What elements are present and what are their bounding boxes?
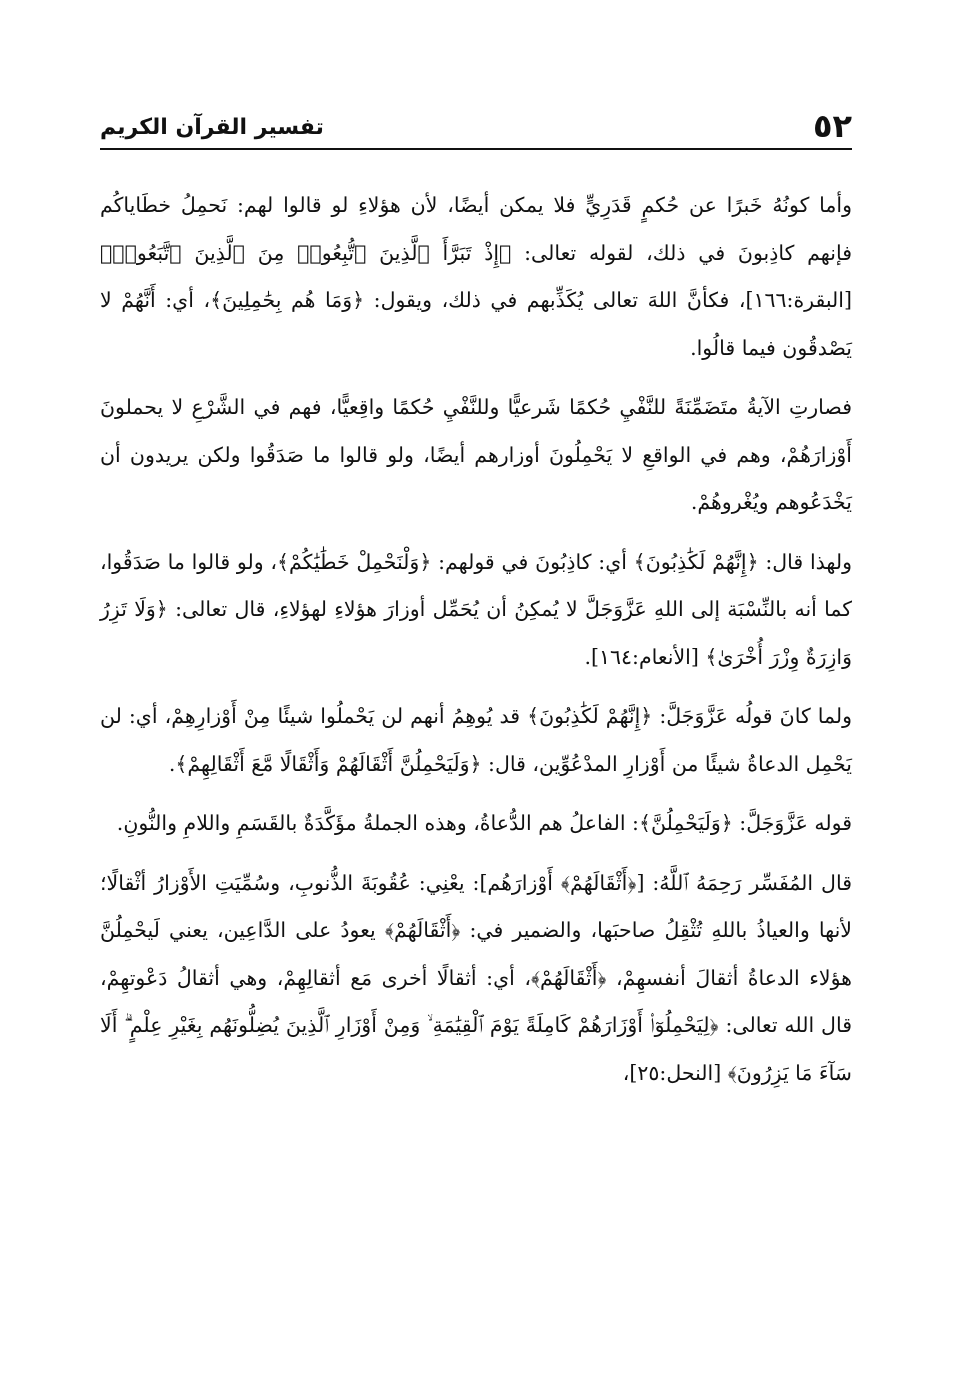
book-title: تفسير القرآن الكريم [100, 115, 324, 140]
paragraph: ولما كانَ قولُه عَزَّوَجَلَّ: ﴿إِنَّهُمْ لَكَٰذِبُونَ﴾ قد يُوهِمُ أنهم لن يَحْملُوا شيئًا مِنْ أَوْزارِهِمْ، أي: لن يَحْمِل الدعاةُ شيئًا من أَوْزارِ المدْعُوِّين، قال: ﴿وَلَيَحْمِلُنَّ أَثْقَالَهُمْ وَأَثْقَالًا مَّعَ أَثْقَالِهِمْ﴾. [100, 704, 852, 776]
page-header [100, 106, 852, 146]
header-divider [100, 148, 852, 150]
paragraph: قوله عَزَّوَجَلَّ: ﴿وَلَيَحْمِلُنَّ﴾: الفاعلُ هم الدُّعاةُ، وهذه الجملةُ مؤَكَّدَةٌ بالقَسَمِ واللامِ والنُّونِ. [116, 811, 852, 835]
paragraph: ولهذا قال: ﴿إِنَّهُمْ لَكَٰذِبُونَ﴾ أي: كاذِبُونَ في قولهم: ﴿وَلْنَحْمِلْ خَطَٰيَٰكُمْ﴾، ولو قالوا ما صَدَقُوا، كما أنه بالنِّسْبَة إلى اللهِ عَزَّوَجَلَّ لا يُمكِنُ أن يُحَمِّل أوزارَ هؤلاءِ لهؤلاءِ، قال تعالى: ﴿وَلَا تَزِرُ وَازِرَةٌ وِزْرَ أُخْرَىٰ﴾ [الأنعام:١٦٤]. [100, 549, 852, 669]
paragraph: فصارتِ الآيةُ متَضَمِّنَةً للنَّفْيِ حُكمًا شَرعيًّا وللنَّفْيِ حُكمًا واقِعيًّا، فهم في الشَّرْعِ لا يحملونَ أَوْزارَهُمْ، وهم في الواقعِ لا يَحْمِلُونَ أوزارهم أيضًا، ولو قالوا ما صَدَقُوا ولكن يريدون أن يَخْدَعُوهم ويُغْروهُمْ. [100, 395, 852, 514]
page-number: ٥٢ [812, 107, 852, 145]
page-body [100, 182, 852, 1109]
paragraph: وأما كونُهُ خَبرًا عن حُكمٍ قَدَرِيٍّ فلا يمكن أيضًا، لأن هؤلاءِ لو قالوا لهم: نَحمِلُ خطَاياكُم فإنهم كاذِبونَ في ذلك، لقوله تعالى: ﴿إِذْ تَبَرَّأَ ٱلَّذِينَ ٱتُّبِعُوا۟ مِنَ ٱلَّذِينَ ٱتَّبَعُوا۟﴾ [البقرة:١٦٦]، فكأنَّ اللهَ تعالى يُكَذِّبهم في ذلك، ويقول: ﴿وَمَا هُم بِحَٰمِلِينَ﴾، أي: أَنَّهُمْ لا يَصْدقُون فيما قالُوا. [100, 193, 852, 360]
paragraph: قال المُفَسِّر رَحِمَهُ ٱللَّهُ: [﴿أَثْقَالَهُمْ﴾ أَوْزارَهُم]: يعْنِي: عُقُوبَةَ الذُّنوبِ، وسُمِّيَتِ الأَوْزارُ أثْقالًا؛ لأنها والعياذُ باللهِ تُثْقِلُ صاحبَها، والضمير في: ﴿أَثْقَالَهُمْ﴾ يعودُ على الدَّاعِين، يعني لَيحْمِلُنَّ هؤلاء الدعاةُ أثقالَ أنفسهِمْ، ﴿أَثْقَالَهُمْ﴾، أي: أثقالًا أخرى مَع أثقالِهِمْ، وهي أثقالُ دَعْوتهِمْ، قال الله تعالى: ﴿لِيَحْمِلُوٓا۟ أَوْزَارَهُمْ كَامِلَةً يَوْمَ ٱلْقِيَٰمَةِ ۙ وَمِنْ أَوْزَارِ ٱلَّذِينَ يُضِلُّونَهُم بِغَيْرِ عِلْمٍ ۗ أَلَا سَآءَ مَا يَزِرُونَ﴾ [النحل:٢٥]، [100, 870, 852, 1085]
